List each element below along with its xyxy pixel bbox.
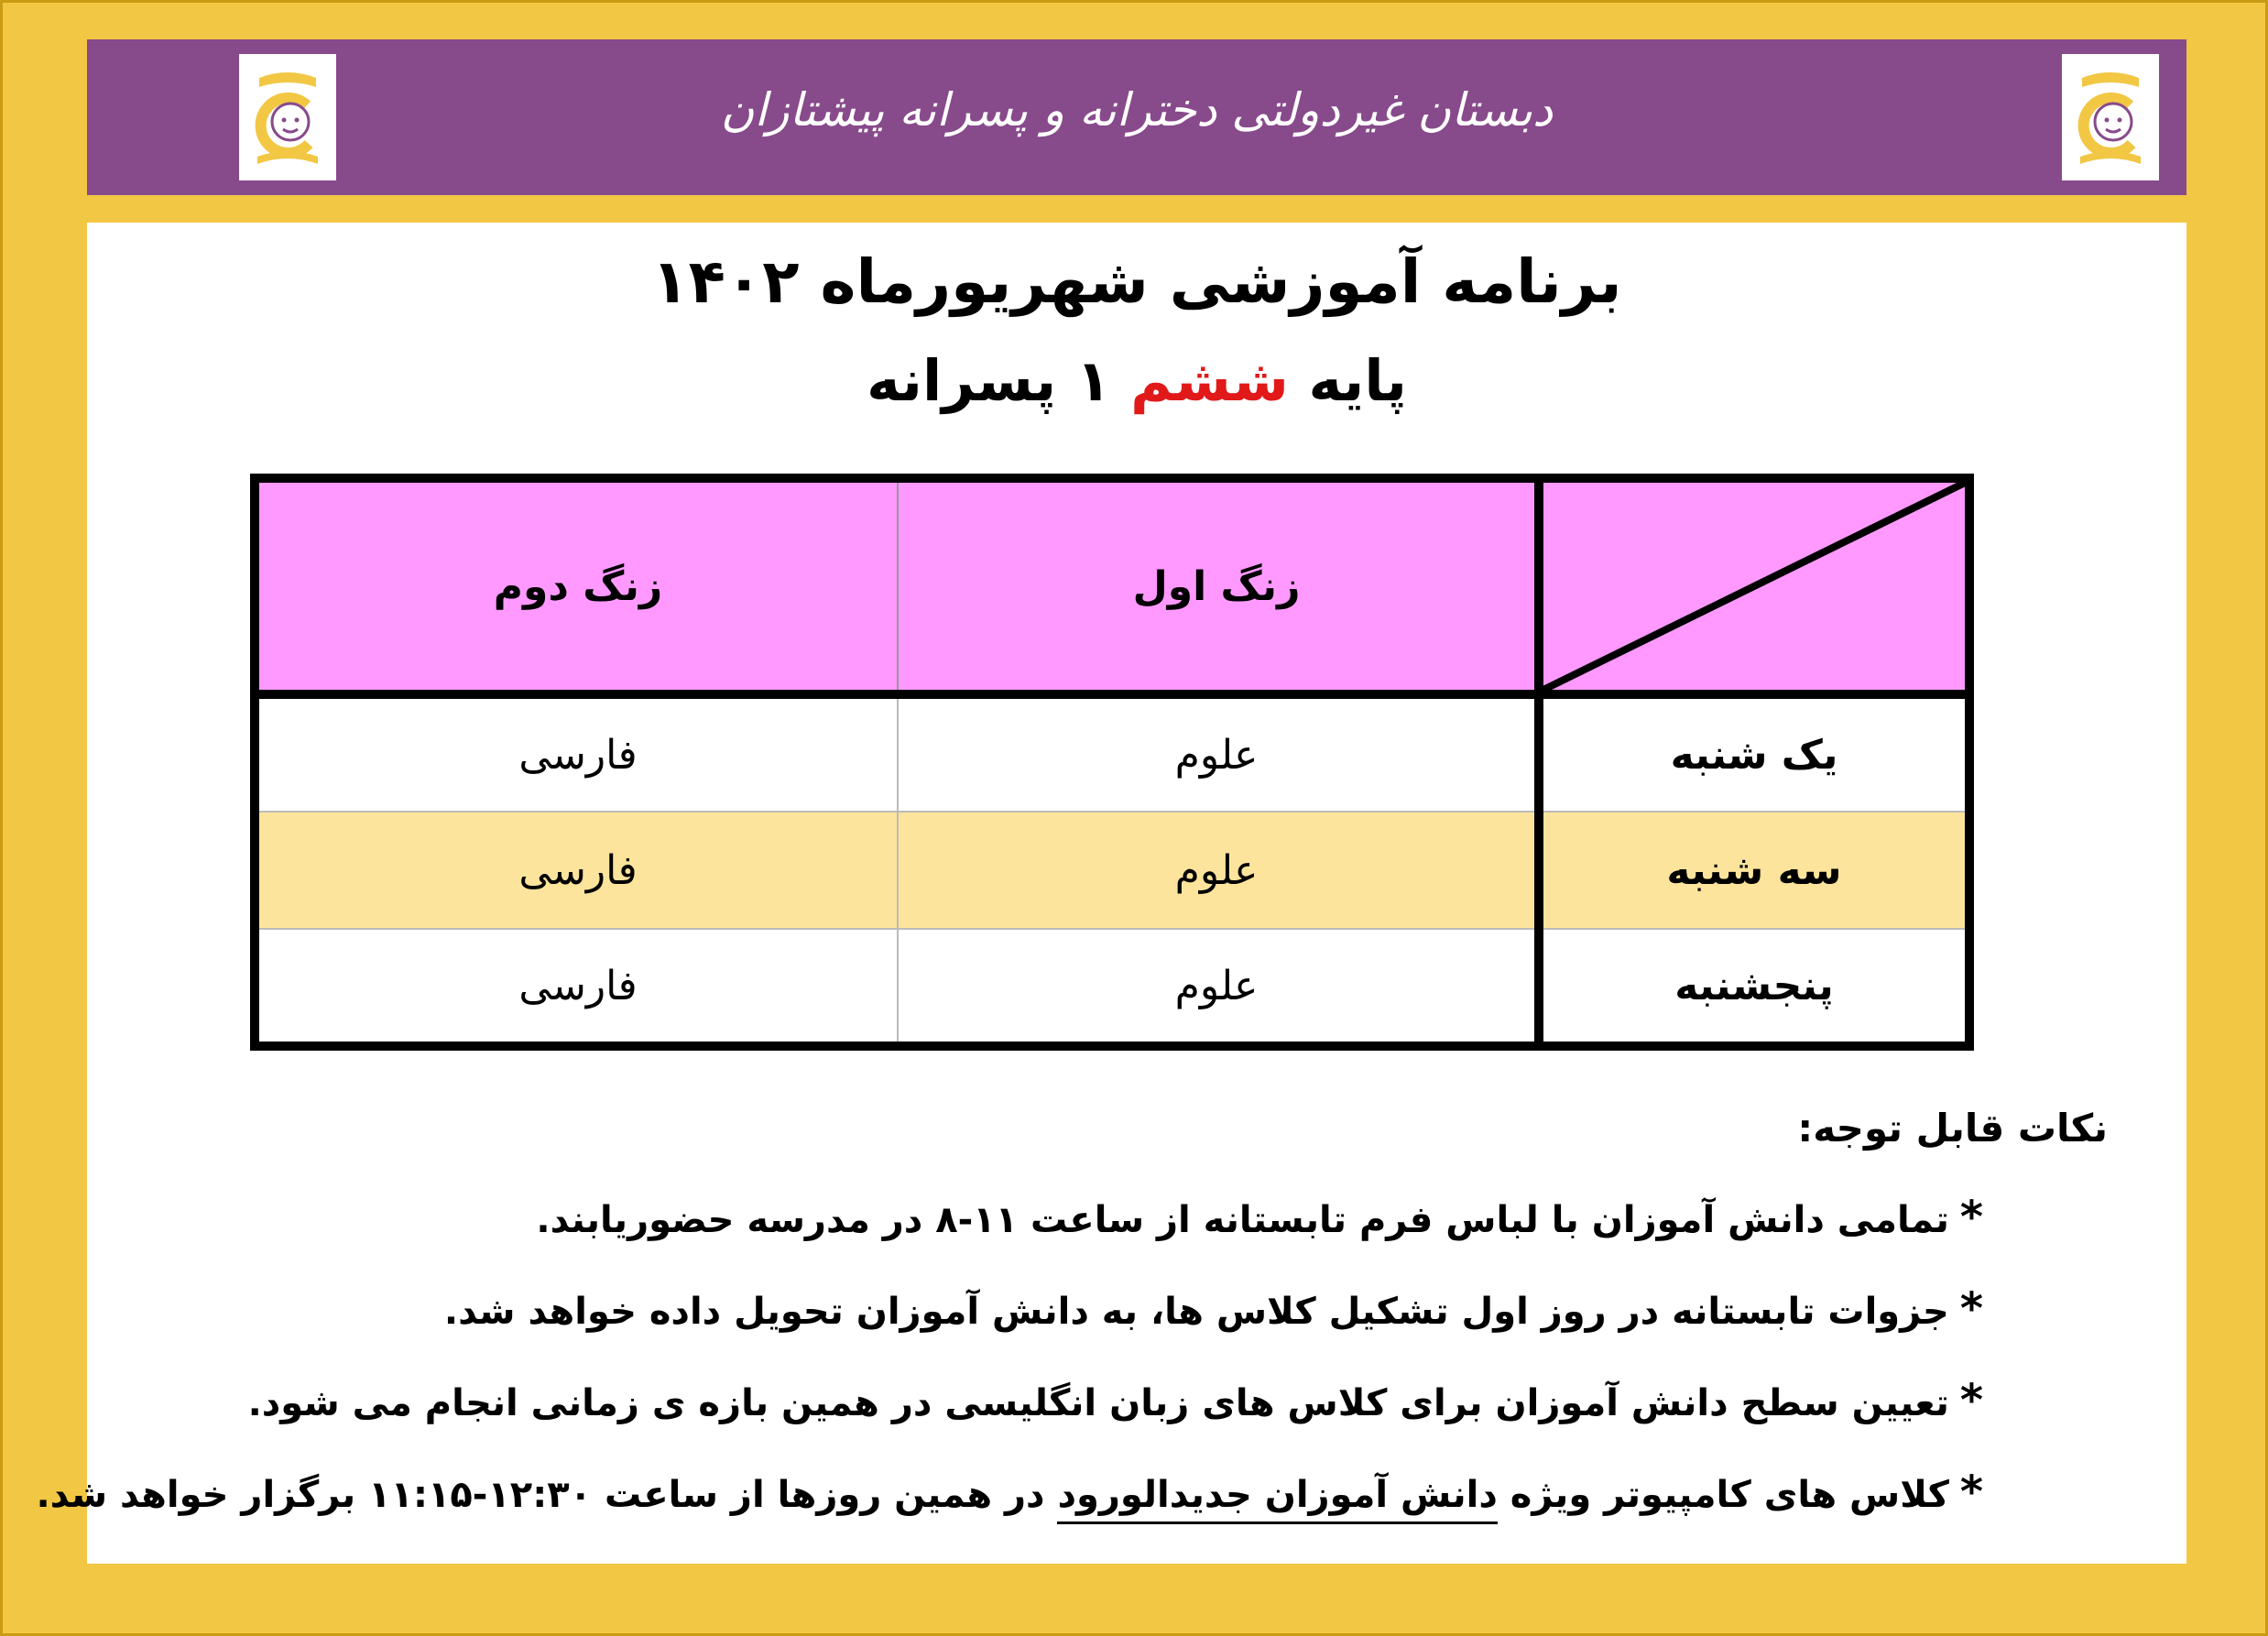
page-title: برنامه آموزشی شهریورماه ۱۴۰۲	[651, 246, 1622, 317]
corner-cell	[1539, 478, 1969, 694]
note-text-underlined: دانش آموزان جدیدالورود	[1057, 1474, 1497, 1524]
note-text: تمامی دانش آموزان با لباس فرم تابستانه از ساعت ۱۱-۸ در مدرسه حضوریابند.	[536, 1199, 1949, 1241]
school-logo-left	[239, 54, 336, 180]
notes-list	[36, 1190, 1983, 1556]
day-cell: پنجشنبه	[1539, 929, 1969, 1046]
first-bell-cell: علوم	[898, 812, 1539, 929]
day-cell: سه شنبه	[1539, 812, 1969, 929]
note-item	[334, 1282, 1983, 1373]
subtitle-prefix: پایه	[1308, 347, 1407, 414]
second-bell-cell: فارسی	[255, 812, 898, 929]
note-text-after: در همین روزها از ساعت ۱۲:۳۰-۱۱:۱۵ برگزار خواهد شد.	[36, 1474, 1045, 1516]
header-second-bell: زنگ دوم	[255, 478, 898, 694]
bullet-star: *	[1959, 1192, 1983, 1243]
schedule-table	[250, 474, 1974, 1051]
note-item	[36, 1465, 1983, 1556]
table-row	[255, 929, 1969, 1046]
day-cell: یک شنبه	[1539, 694, 1969, 812]
header-banner	[87, 39, 2186, 195]
header-first-bell: زنگ اول	[898, 478, 1539, 694]
diagonal-line	[1543, 483, 1965, 690]
school-logo-icon	[239, 54, 336, 180]
note-text: تعیین سطح دانش آموزان برای کلاس های زبان انگلیسی در همین بازه ی زمانی انجام می شود.	[247, 1382, 1949, 1424]
notes-title: نکات قابل توجه:	[1797, 1106, 2108, 1151]
table-row	[255, 694, 1969, 812]
table-row	[255, 812, 1969, 929]
subtitle-suffix: ۱ پسرانه	[867, 347, 1111, 414]
subtitle-grade: ششم	[1130, 347, 1289, 414]
bullet-star: *	[1959, 1375, 1983, 1426]
second-bell-cell: فارسی	[255, 694, 898, 812]
first-bell-cell: علوم	[898, 694, 1539, 812]
page-subtitle	[87, 347, 2186, 414]
school-name: دبستان غیردولتی دخترانه و پسرانه پیشتازان	[720, 83, 1554, 136]
bullet-star: *	[1959, 1467, 1983, 1518]
bullet-star: *	[1959, 1283, 1983, 1335]
note-text-before: کلاس های کامپیوتر ویژه	[1510, 1474, 1949, 1516]
note-item	[334, 1190, 1983, 1282]
second-bell-cell: فارسی	[255, 929, 898, 1046]
content-panel	[36, 223, 2186, 1564]
first-bell-cell: علوم	[898, 929, 1539, 1046]
note-item	[247, 1373, 1983, 1465]
table-header-row	[255, 478, 1969, 694]
note-text: جزوات تابستانه در روز اول تشکیل کلاس ها، به دانش آموزان تحویل داده خواهد شد.	[443, 1291, 1949, 1333]
